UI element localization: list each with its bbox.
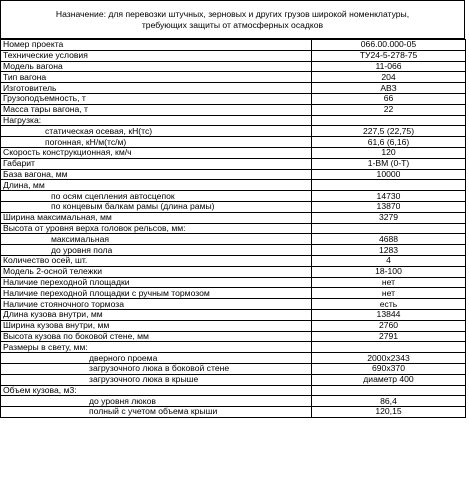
row-value: 13870 [312, 201, 466, 212]
table-row [1, 137, 466, 148]
row-value: 66 [312, 93, 466, 104]
table-row [1, 61, 466, 72]
table-row [1, 223, 466, 234]
row-value: 61,6 (6,16) [312, 137, 466, 148]
row-value: 2760 [312, 320, 466, 331]
table-row [1, 234, 466, 245]
table-row [1, 363, 466, 374]
row-label: Ширина кузова внутри, мм [1, 320, 312, 331]
row-value: есть [312, 299, 466, 310]
row-label: по концевым балкам рамы (длина рамы) [1, 201, 312, 212]
table-row [1, 245, 466, 256]
row-label: Количество осей, шт. [1, 255, 312, 266]
row-label: максимальная [1, 234, 312, 245]
row-label: Технические условия [1, 50, 312, 61]
row-value: 1-ВМ (0-Т) [312, 158, 466, 169]
table-row [1, 255, 466, 266]
table-row [1, 158, 466, 169]
table-row [1, 299, 466, 310]
row-label: Габарит [1, 158, 312, 169]
row-label: Объем кузова, м3: [1, 385, 312, 396]
row-value: 13844 [312, 309, 466, 320]
row-label: Модель 2-осной тележки [1, 266, 312, 277]
row-value: диаметр 400 [312, 374, 466, 385]
row-label: Грузоподъемность, т [1, 93, 312, 104]
row-label: статическая осевая, кН(тс) [1, 126, 312, 137]
row-label: до уровня пола [1, 245, 312, 256]
row-label: Нагрузка: [1, 115, 312, 126]
table-row [1, 40, 466, 51]
table-row [1, 266, 466, 277]
table-row [1, 309, 466, 320]
row-label: Длина кузова внутри, мм [1, 309, 312, 320]
purpose-line-1: Назначение: для перевозки штучных, зерновых и других грузов широкой номенклатуры, [55, 8, 410, 19]
purpose-line-2: требующих защиты от атмосферных осадков [141, 19, 324, 30]
row-value: 4688 [312, 234, 466, 245]
table-row [1, 331, 466, 342]
row-label: Номер проекта [1, 40, 312, 51]
row-label: Размеры в свету, мм: [1, 342, 312, 353]
table-row [1, 115, 466, 126]
row-value: 204 [312, 72, 466, 83]
row-label: Длина, мм [1, 180, 312, 191]
row-value: 2791 [312, 331, 466, 342]
table-row [1, 191, 466, 202]
row-label: База вагона, мм [1, 169, 312, 180]
row-label: Наличие переходной площадки [1, 277, 312, 288]
row-value [312, 180, 466, 191]
row-value: 2000x2343 [312, 353, 466, 364]
row-label: Модель вагона [1, 61, 312, 72]
row-label: дверного проема [1, 353, 312, 364]
spec-table [0, 39, 466, 418]
table-row [1, 385, 466, 396]
table-row [1, 407, 466, 418]
row-label: Изготовитель [1, 83, 312, 94]
row-label: Высота кузова по боковой стене, мм [1, 331, 312, 342]
table-row [1, 353, 466, 364]
table-row [1, 83, 466, 94]
row-label: загрузочного люка в боковой стене [1, 363, 312, 374]
row-value: АВЗ [312, 83, 466, 94]
row-value: 066.00.000-05 [312, 40, 466, 51]
table-row [1, 201, 466, 212]
row-label: Ширина максимальная, мм [1, 212, 312, 223]
row-label: полный с учетом объема крыши [1, 407, 312, 418]
row-label: Масса тары вагона, т [1, 104, 312, 115]
table-row [1, 277, 466, 288]
row-value [312, 385, 466, 396]
row-value: 14730 [312, 191, 466, 202]
row-label: до уровня люков [1, 396, 312, 407]
table-row [1, 104, 466, 115]
row-label: Тип вагона [1, 72, 312, 83]
row-value [312, 342, 466, 353]
table-row [1, 93, 466, 104]
row-label: погонная, кН/м(тс/м) [1, 137, 312, 148]
table-row [1, 212, 466, 223]
row-label: загрузочного люка в крыше [1, 374, 312, 385]
table-row [1, 180, 466, 191]
table-row [1, 50, 466, 61]
row-value: нет [312, 277, 466, 288]
row-value: 4 [312, 255, 466, 266]
table-row [1, 320, 466, 331]
row-value: 1283 [312, 245, 466, 256]
spec-table-body [1, 40, 466, 418]
row-label: Наличие переходной площадки с ручным тормозом [1, 288, 312, 299]
row-value: 11-066 [312, 61, 466, 72]
table-row [1, 169, 466, 180]
row-value: 120 [312, 147, 466, 158]
row-value: 86,4 [312, 396, 466, 407]
row-label: Скорость конструкционная, км/ч [1, 147, 312, 158]
table-row [1, 396, 466, 407]
row-value: нет [312, 288, 466, 299]
row-value: 22 [312, 104, 466, 115]
row-label: по осям сцепления автосцепок [1, 191, 312, 202]
row-value [312, 223, 466, 234]
table-row [1, 342, 466, 353]
row-label: Высота от уровня верха головок рельсов, мм: [1, 223, 312, 234]
row-value: 120,15 [312, 407, 466, 418]
purpose-header [0, 0, 465, 39]
table-row [1, 72, 466, 83]
row-value: 227,5 (22,75) [312, 126, 466, 137]
row-value: ТУ24-5-278-75 [312, 50, 466, 61]
table-row [1, 374, 466, 385]
row-label: Наличие стояночного тормоза [1, 299, 312, 310]
row-value [312, 115, 466, 126]
row-value: 10000 [312, 169, 466, 180]
table-row [1, 147, 466, 158]
row-value: 18-100 [312, 266, 466, 277]
table-row [1, 126, 466, 137]
row-value: 690x370 [312, 363, 466, 374]
row-value: 3279 [312, 212, 466, 223]
table-row [1, 288, 466, 299]
